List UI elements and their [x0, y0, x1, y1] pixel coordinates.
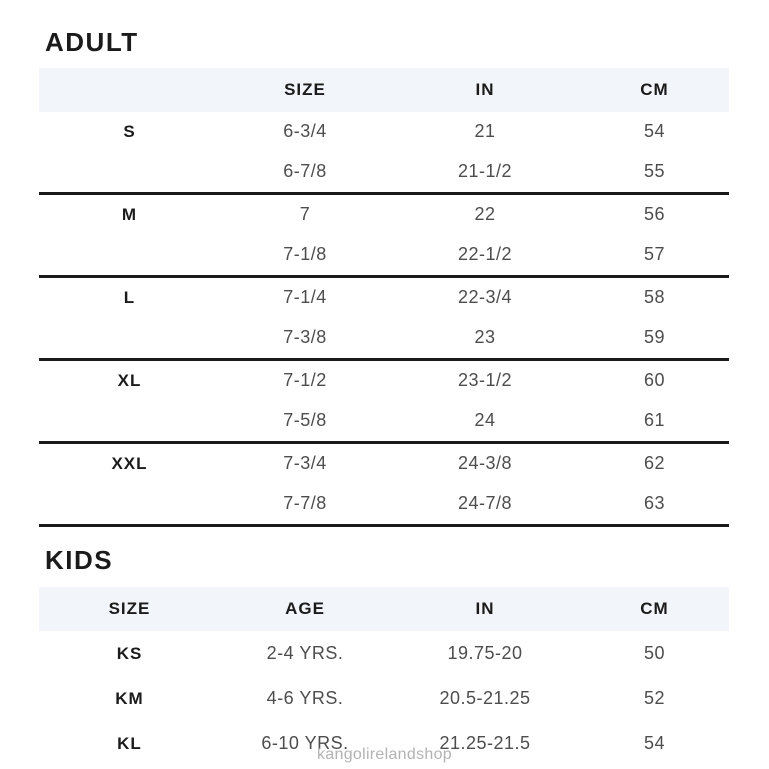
- cm-value: 63: [643, 493, 666, 514]
- kids-header-size: SIZE: [108, 599, 151, 619]
- adult-size-table: [39, 68, 729, 527]
- table-row: [39, 631, 729, 676]
- in-value: 22-1/2: [457, 244, 513, 265]
- adult-section-heading: ADULT: [45, 27, 139, 57]
- in-value: 23-1/2: [457, 370, 513, 391]
- cm-value: 59: [643, 327, 666, 348]
- adult-size-group-l: [39, 278, 729, 361]
- kids-header-in: IN: [475, 599, 495, 619]
- in-value: 24: [474, 410, 496, 431]
- table-row: [39, 676, 729, 721]
- in-value: 20.5-21.25: [439, 688, 531, 709]
- size-value: 7-3/8: [283, 327, 327, 348]
- age-value: 6-10 YRS.: [261, 733, 349, 754]
- adult-table-header-row: [39, 68, 729, 112]
- cm-value: 58: [643, 287, 666, 308]
- row-label: KM: [115, 688, 144, 708]
- age-value: 4-6 YRS.: [266, 688, 344, 709]
- adult-size-group-xxl: [39, 444, 729, 527]
- in-value: 21.25-21.5: [439, 733, 531, 754]
- size-value: 7-7/8: [283, 493, 327, 514]
- size-value: 7-5/8: [283, 410, 327, 431]
- table-row: [39, 361, 729, 401]
- size-value: 6-3/4: [283, 121, 327, 142]
- table-row: [39, 278, 729, 318]
- in-value: 19.75-20: [447, 643, 523, 664]
- cm-value: 52: [643, 688, 666, 709]
- row-label: XXL: [111, 453, 148, 473]
- adult-size-group-xl: [39, 361, 729, 444]
- table-row: [39, 318, 729, 358]
- in-value: 24-7/8: [457, 493, 513, 514]
- row-label: M: [121, 204, 138, 224]
- adult-size-group-m: [39, 195, 729, 278]
- row-label: S: [123, 121, 136, 141]
- cm-value: 55: [643, 161, 666, 182]
- row-label: KS: [116, 643, 143, 663]
- adult-size-group-s: [39, 112, 729, 195]
- table-row: [39, 152, 729, 192]
- cm-value: 56: [643, 204, 666, 225]
- kids-table-header-row: [39, 587, 729, 631]
- table-row: [39, 112, 729, 152]
- kids-header-age: AGE: [285, 599, 325, 619]
- size-value: 7: [299, 204, 311, 225]
- adult-header-cm: CM: [640, 79, 669, 99]
- cm-value: 61: [643, 410, 666, 431]
- table-row: [39, 484, 729, 524]
- kids-section-heading: KIDS: [45, 544, 114, 575]
- cm-value: 54: [643, 121, 666, 142]
- in-value: 22-3/4: [457, 287, 513, 308]
- kids-header-cm: CM: [640, 599, 669, 619]
- in-value: 21: [474, 121, 496, 142]
- table-row: [39, 195, 729, 235]
- cm-value: 57: [643, 244, 666, 265]
- in-value: 24-3/8: [457, 453, 513, 474]
- table-row: [39, 401, 729, 441]
- size-value: 7-1/8: [283, 244, 327, 265]
- cm-value: 50: [643, 643, 666, 664]
- table-row: [39, 235, 729, 275]
- row-label: XL: [117, 370, 142, 390]
- table-row: [39, 444, 729, 484]
- size-value: 7-1/2: [283, 370, 327, 391]
- kids-size-table: [39, 587, 729, 766]
- age-value: 2-4 YRS.: [266, 643, 344, 664]
- row-label: KL: [117, 733, 142, 753]
- cm-value: 62: [643, 453, 666, 474]
- size-value: 7-3/4: [283, 453, 327, 474]
- cm-value: 54: [643, 733, 666, 754]
- adult-header-size: SIZE: [284, 79, 326, 99]
- size-value: 7-1/4: [283, 287, 327, 308]
- in-value: 21-1/2: [457, 161, 513, 182]
- cm-value: 60: [643, 370, 666, 391]
- watermark-text: kangolirelandshop: [317, 746, 452, 763]
- size-value: 6-7/8: [283, 161, 327, 182]
- row-label: L: [123, 287, 136, 307]
- adult-header-in: IN: [475, 79, 495, 99]
- in-value: 23: [474, 327, 496, 348]
- in-value: 22: [474, 204, 496, 225]
